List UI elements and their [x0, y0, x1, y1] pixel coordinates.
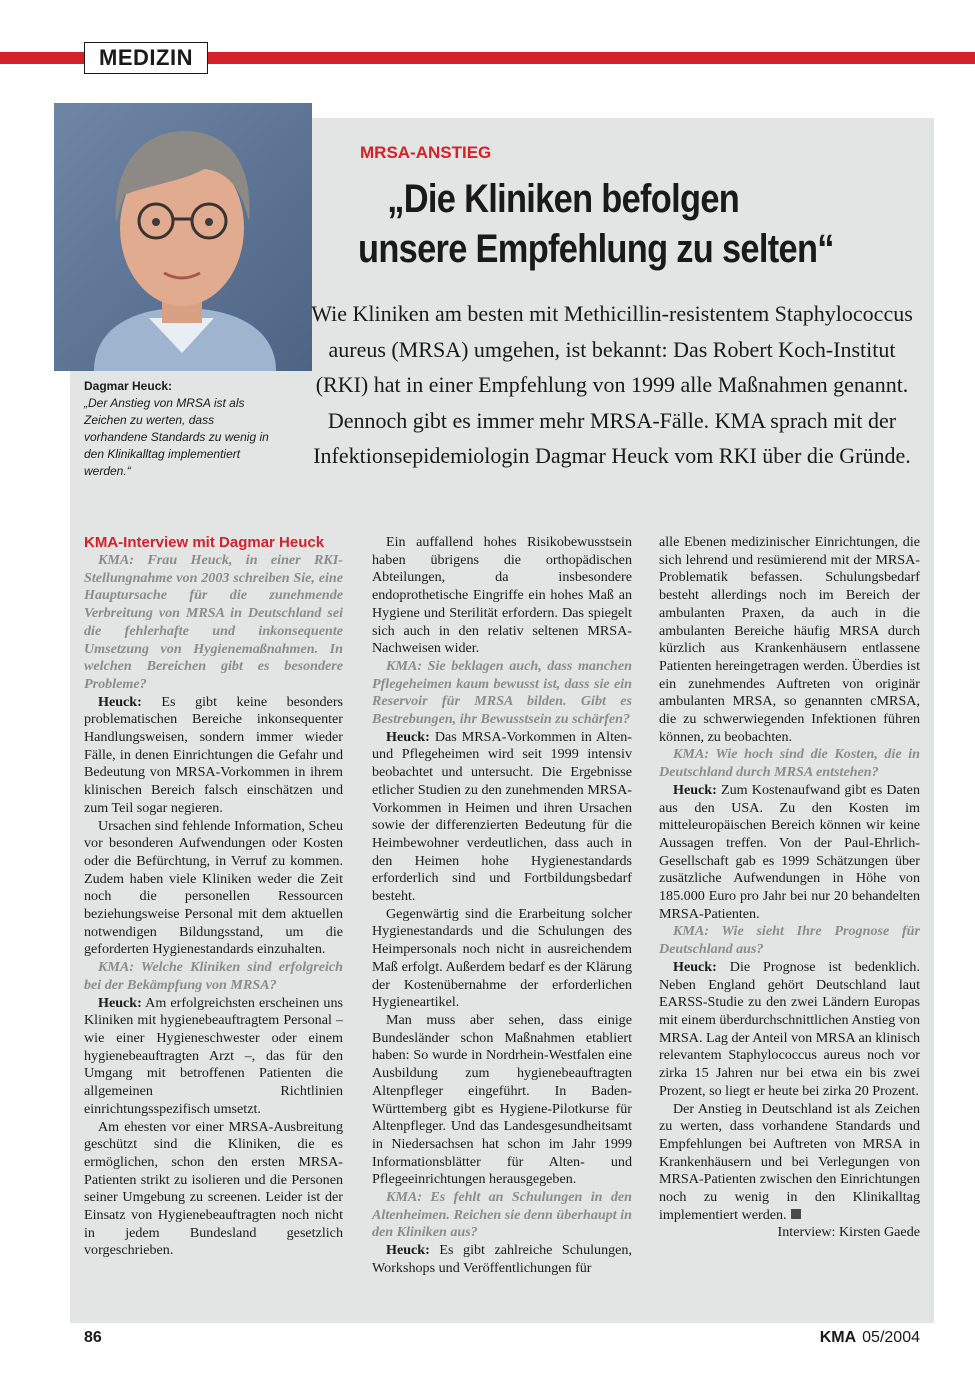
speaker-label: Heuck: [98, 994, 142, 1011]
answer-3: Heuck: Das MRSA-Vorkommen in Alten- und Pflegeheimen wird seit 1999 intensiv beobachtet und untersucht. Die Ergebnisse etlicher Studien zu den zunehmenden MRSA-Vorkommen in Heimen und ihren Ursachen sowie der differenzierten Bedeutung für die Heimbewohner verdeutlichen, dass auch in den Heimen hohe Hygienestandards erforderlich sind und Fortbildungsbedarf besteht. [372, 728, 632, 905]
magazine-name: KMA [819, 1329, 857, 1346]
paragraph-continued: alle Ebenen medizinischer Einrichtungen, die sich lehrend und resümierend mit der MRSA-Problematik befassen. Schulungsbedarf besteht allerdings noch im Bereich der ambulanten Praxen, da auch in die ambulanten Bereiche häufig MRSA durch kürzlich aus Krankenhäusern entlassene Patienten hereingetragen werden. Überdies ist ein zunehmendes Auftreten von originär ambulanten MRSA, so genannten cMRSA, die zu schwerwiegenden Infektionen führen können, zu beobachten. [659, 534, 920, 745]
headline-line-2: unsere Empfehlung zu selten“ [358, 227, 834, 271]
paragraph: Man muss aber sehen, dass einige Bundesländer schon Maßnahmen etabliert haben: So wurde in Nordrhein-Westfalen eine Ausbildung zum hygienebeauftragten Altenpfleger eingeführt. In Baden-Württemberg gibt es Hygiene-Pilotkurse für Altenpfleger. Und das Landesgesundheitsamt in Niedersachsen hat schon im Jahr 1999 Informationsblätter für Alten- und Pflegeeinrichtungen herausgegeben. [372, 1011, 632, 1188]
answer-5: Heuck: Zum Kostenaufwand gibt es Daten aus den USA. Zu den Kosten im mitteleuropäischen Bereich können wir keine Aussagen treffen. Von der Paul-Ehrlich-Gesellschaft gab es 1999 Schätzungen über zusätzliche Aufwendungen in Höhe von 185.000 Euro pro Jahr bei nur 20 behandelten MRSA-Patienten. [659, 781, 920, 922]
answer-6: Heuck: Die Prognose ist bedenklich. Neben England gehört Deutschland laut EARSS-Studie zu den zwei Ländern Europas mit einem überdurchschnittlichen Anstieg von MRSA. Lag der Anteil von MRSA an klinisch relevantem Staphylococcus aureus noch vor zirka 15 Jahren nur bei etwa ein bis zwei Prozent, so liegt er heute bei zirka 20 Prozent. [659, 958, 920, 1099]
interview-heading: KMA-Interview mit Dagmar Heuck [84, 534, 325, 551]
photo-caption [84, 378, 269, 480]
text-column-3 [659, 534, 920, 1242]
question-2: KMA: Welche Kliniken sind erfolgreich bei der Bekämpfung von MRSA? [84, 959, 343, 993]
speaker-label: Heuck: [673, 958, 717, 975]
article-lead: Wie Kliniken am besten mit Methicillin-resistentem Staphylococcus aureus (MRSA) umgehen, ist bekannt: Das Robert Koch-Institut (RKI) hat in einer Empfehlung von 1999 alle Maßnahmen genannt. Dennoch gibt es immer mehr MRSA-Fälle. KMA sprach mit der Infektionsepidemiologin Dagmar Heuck vom RKI über die Gründe. [311, 301, 913, 468]
question-1: KMA: Frau Heuck, in einer RKI-Stellungnahme von 2003 schreiben Sie, eine Hauptursache für die zunehmende Verbreitung von MRSA in Deutschland sei die fehlerhafte und inkonsequente Umsetzung von Hygienemaßnahmen. In welchen Bereichen gibt es besondere Probleme? [84, 552, 343, 692]
headline-line-1: „Die Kliniken befolgen [387, 177, 740, 221]
paragraph: Am ehesten vor einer MRSA-Ausbreitung geschützt sind die Kliniken, die es ermöglichen, schon den ersten MRSA-Patienten strikt zu isolieren und die Personen seiner Umgebung zu screenen. Leider ist der Einsatz von Hygienebeauftragten noch nicht in jedem Bundesland gesetzlich vorgeschrieben. [84, 1118, 343, 1259]
speaker-label: Heuck: [98, 693, 142, 710]
paragraph: Der Anstieg in Deutschland ist als Zeichen zu werten, dass vorhandene Standards und Empfehlungen bei Auftreten von MRSA in Krankenhäusern und bei Verlegungen von MRSA-Patienten zwischen den Einrichtungen noch zu wenig in den Klinikalltag implementiert werden. [659, 1100, 920, 1223]
paragraph: Ein auffallend hohes Risikobewusstsein haben übrigens die orthopädischen Abteilungen, da insbesondere endoprothetische Eingriffe ein hohes Maß an Hygiene und Sterilität erfordern. Das spiegelt sich auch in den relativ seltenen MRSA-Nachweisen wider. [372, 534, 632, 657]
interview-credit: Interview: Kirsten Gaede [777, 1224, 920, 1241]
page-number: 86 [84, 1329, 102, 1346]
answer-2: Heuck: Am erfolgreichsten erscheinen uns Kliniken mit hygienebeauftragtem Personal – wie einer Hygieneschwester oder einem hygienebeauftragten Arzt –, das für den Umgang mit betroffenen Patienten die allgemeinen Richtlinien einrichtungsspezifisch umsetzt. [84, 994, 343, 1117]
speaker-label: Heuck: [673, 781, 717, 798]
speaker-label: Heuck: [386, 728, 430, 745]
portrait-photo [54, 103, 312, 371]
question-5: KMA: Wie hoch sind die Kosten, die in Deutschland durch MRSA entstehen? [659, 746, 920, 781]
question-6: KMA: Wie sieht Ihre Prognose für Deutschland aus? [659, 923, 920, 958]
text-column-2 [372, 534, 632, 1278]
text-column-1 [84, 534, 343, 1260]
section-label: MEDIZIN [84, 42, 208, 74]
portrait-illustration [54, 103, 312, 371]
article-kicker: MRSA-ANSTIEG [360, 143, 492, 162]
paragraph: Gegenwärtig sind die Erarbeitung solcher Hygienestandards und die Schulungen des Heimpersonals noch nicht in ausreichendem Maß erfolgt. Außerdem bedarf es der Klärung der Kostenübernahme der erforderlichen Hygieneartikel. [372, 905, 632, 1011]
paragraph: Ursachen sind fehlende Information, Scheu vor besonderen Aufwendungen oder Kosten oder die Befürchtung, in Verruf zu kommen. Zudem haben viele Kliniken weder die Zeit noch die personellen Ressourcen beziehungsweise Personal mit dem aktuellen notwendigen Bildungsstand, um die geforderten Hygienestandards einzuhalten. [84, 817, 343, 958]
question-3: KMA: Sie beklagen auch, dass manchen Pflegeheimen kaum bewusst ist, dass sie ein Reservoir für MRSA bilden. Gibt es Bestrebungen, ihr Bewusstsein zu schärfen? [372, 657, 632, 728]
answer-4: Heuck: Es gibt zahlreiche Schulungen, Workshops und Veröffentlichungen für [372, 1242, 632, 1276]
question-4: KMA: Es fehlt an Schulungen in den Altenheimen. Reichen sie denn überhaupt in den Kliniken aus? [372, 1189, 632, 1241]
caption-name: Dagmar Heuck: [84, 379, 173, 393]
footer-publication [820, 1329, 920, 1347]
article-headline [358, 174, 848, 274]
caption-quote: „Der Anstieg von MRSA ist als Zeichen zu werten, dass vorhandene Standards zu wenig in den Klinikalltag implementiert werden.“ [84, 396, 269, 478]
answer-1: Heuck: Es gibt keine besonders problematischen Bereiche inkonsequenter Handlungsweisen, sondern immer wieder Fälle, in denen Einrichtungen die Gefahr und Bedeutung von MRSA-Vorkommen in ihrem klinischen Bereich falsch einschätzen und zum Teil sogar negieren. [84, 693, 343, 816]
issue-number: 05/2004 [862, 1329, 920, 1346]
speaker-label: Heuck: [386, 1242, 430, 1259]
end-mark-icon [791, 1209, 801, 1219]
